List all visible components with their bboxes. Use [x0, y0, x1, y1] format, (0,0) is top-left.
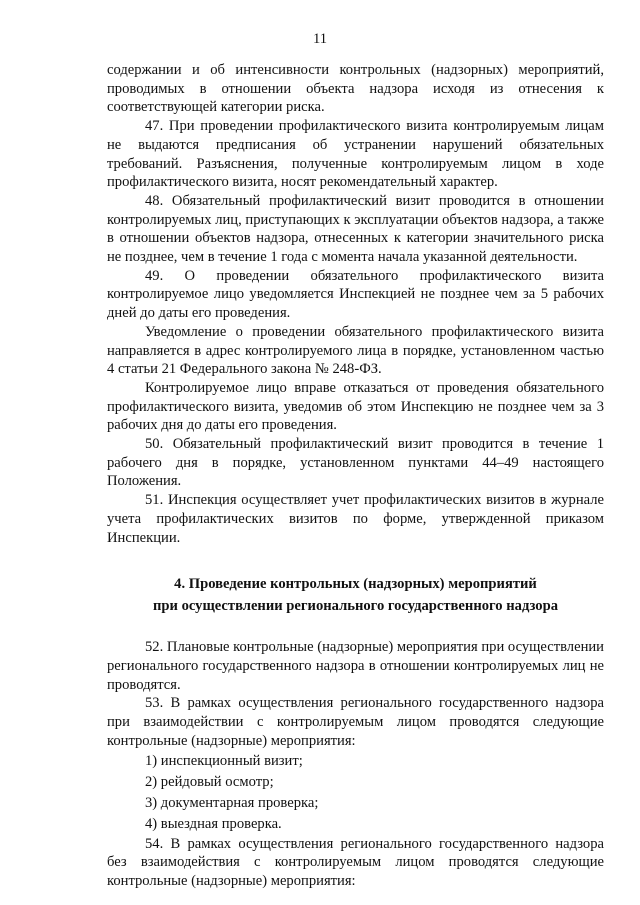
section-heading [107, 573, 604, 617]
list-item: 1) инспекционный визит; [145, 752, 303, 769]
list-item: 3) документарная проверка; [145, 794, 319, 811]
section-heading-line2: при осуществлении регионального государственного надзора [153, 598, 558, 615]
paragraph-49: 49. О проведении обязательного профилактического визита контролируемое лицо уведомляется Инспекцией не позднее чем за 5 рабочих дней до даты его проведения. [107, 267, 604, 322]
paragraph-47: 47. При проведении профилактического визита контролируемым лицам не выдаются предписания об устранении нарушений обязательных требований. Разъяснения, полученные контролируемым лицом в ходе профилактического визита, носят рекомендательный характер. [107, 118, 604, 191]
paragraph-refusal: Контролируемое лицо вправе отказаться от проведения обязательного профилактического визита, уведомив об этом Инспекцию не позднее чем за 3 рабочих дня до даты его проведения. [107, 379, 604, 434]
paragraph-notification: Уведомление о проведении обязательного профилактического визита направляется в адрес контролируемого лица в порядке, установленном частью 4 статьи 21 Федерального закона № 248-ФЗ. [107, 323, 604, 378]
paragraph-52: 52. Плановые контрольные (надзорные) мероприятия при осуществлении регионального государственного надзора в отношении контролируемых лиц не проводятся. [107, 639, 604, 693]
list-item: 4) выездная проверка. [145, 815, 282, 832]
paragraph-50: 50. Обязательный профилактический визит проводится в течение 1 рабочего дня в порядке, установленном пунктами 44–49 настоящего Положения. [107, 436, 604, 490]
paragraph-53: 53. В рамках осуществления регионального государственного надзора при взаимодействии с контролируемым лицом проводятся следующие контрольные (надзорные) мероприятия: [107, 695, 604, 749]
paragraph-54: 54. В рамках осуществления регионального государственного надзора без взаимодействия с контролируемым лицом проводятся следующие контрольные (надзорные) мероприятия: [107, 835, 604, 889]
paragraph-51: 51. Инспекция осуществляет учет профилактических визитов в журнале учета профилактических визитов по форме, утвержденной приказом Инспекции. [107, 492, 604, 546]
paragraph-48: 48. Обязательный профилактический визит проводится в отношении контролируемых лиц, приступающих к эксплуатации объектов надзора, а также в отношении объектов надзора, отнесенных к категории значительного риска не позднее, чем в течение 1 года с момента начала указанной деятельности. [107, 192, 604, 266]
list-item: 2) рейдовый осмотр; [145, 773, 274, 790]
page-number: 11 [312, 31, 328, 47]
paragraph-continuation: содержании и об интенсивности контрольных (надзорных) мероприятий, проводимых в отношении объекта надзора исходя из отнесения к соответствующей категории риска. [107, 62, 604, 116]
section-heading-line1: 4. Проведение контрольных (надзорных) мероприятий [174, 576, 537, 593]
document-body [107, 61, 604, 891]
